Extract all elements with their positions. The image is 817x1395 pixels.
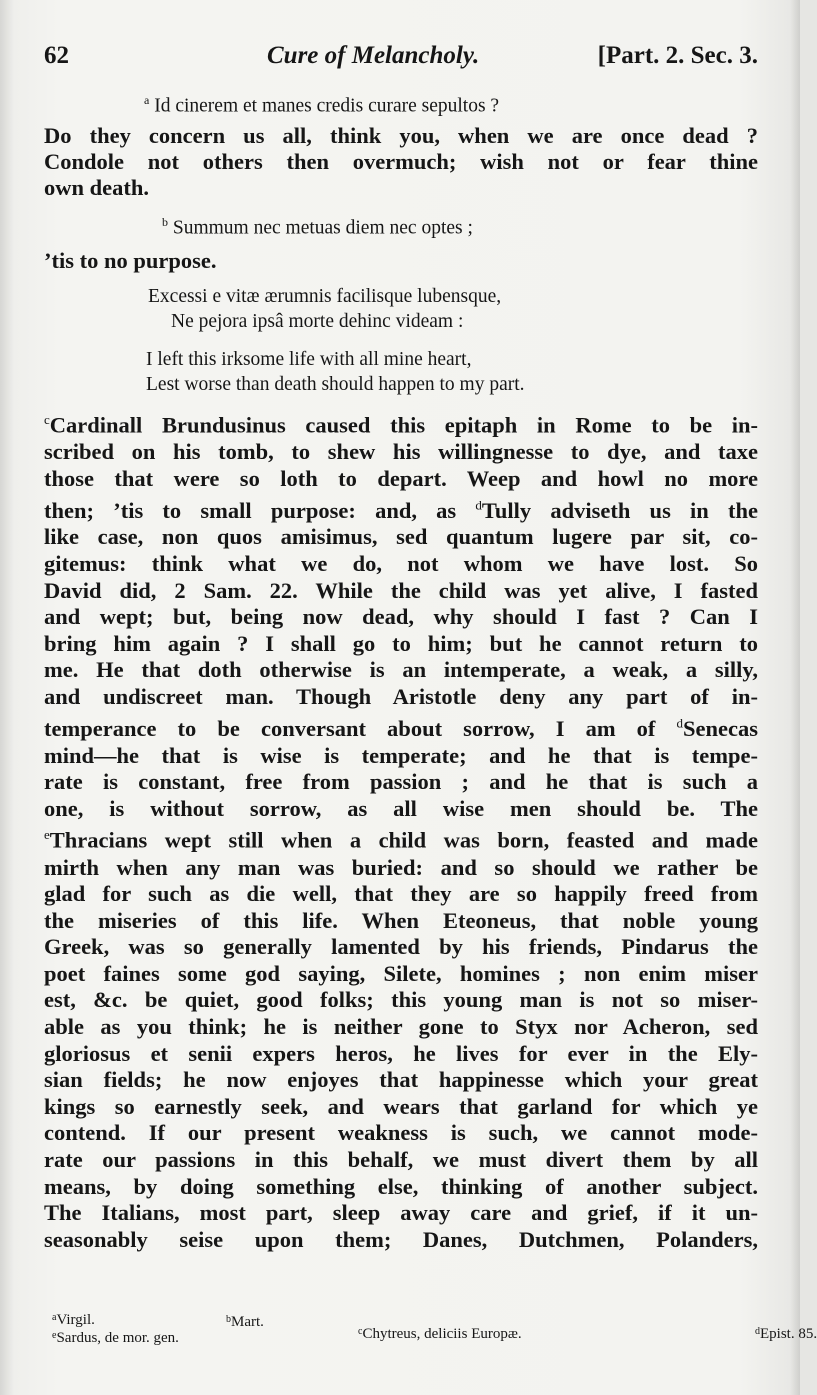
english-verse — [146, 347, 758, 397]
verse-quote-1 — [144, 88, 758, 119]
main-line: like case, non quos amisimus, sed quantum lugere par sit, co- — [44, 524, 758, 550]
page-body — [44, 88, 758, 1253]
main-line: David did, 2 Sam. 22. While the child was yet alive, I fasted — [44, 577, 758, 603]
footnote-marker-b: b — [162, 214, 168, 229]
main-line: gloriosus et senii expers heros, he lives for ever in the Ely- — [44, 1040, 758, 1066]
main-line: means, by doing something else, thinking of another subject. — [44, 1173, 758, 1199]
main-line: The Italians, most part, sleep away care and grief, if it un- — [44, 1200, 758, 1226]
main-line: scribed on his tomb, to shew his willingnesse to dye, and taxe — [44, 439, 758, 465]
footnote-d: $^d$ Epist. 85. — [755, 1326, 817, 1342]
paragraph-1-line: own death. — [44, 174, 150, 200]
main-line: kings so earnestly seek, and wears that garland for which ye — [44, 1093, 758, 1119]
main-line: and wept; but, being now dead, why should I fast ? Can I — [44, 604, 758, 630]
footnote-a: $^a$ Virgil. — [52, 1312, 95, 1328]
paragraph-1 — [44, 123, 758, 201]
main-line: seasonably seise upon them; Danes, Dutchmen, Polanders, — [44, 1226, 758, 1252]
footnote-marker-d: d — [676, 715, 683, 731]
main-line: able as you think; he is neither gone to Styx nor Acheron, sed — [44, 1014, 758, 1040]
latin-verse-line: Ne pejora ipsâ morte dehinc videam : — [171, 311, 464, 332]
main-line: sian fields; he now enjoyes that happinesse which your great — [44, 1067, 758, 1093]
main-line: gitemus: think what we do, not whom we have lost. So — [44, 550, 758, 576]
footnote-c: $^c$ Chytreus, deliciis Europæ. — [358, 1326, 522, 1342]
latin-verse-line: Excessi e vitæ ærumnis facilisque lubensque, — [148, 286, 502, 307]
main-line: then; ’tis to small purpose: and, as $^d$Tully adviseth us in the — [44, 497, 759, 523]
verse-quote-2-text: Summum nec metuas diem nec optes ; — [172, 217, 473, 238]
main-line: the miseries of this life. When Eteoneus, that noble young — [44, 907, 758, 933]
running-title: Cure of Melancholy. — [267, 42, 480, 69]
main-line: est, &c. be quiet, good folks; this young man is not so miser- — [44, 987, 758, 1013]
main-line: rate is constant, free from passion ; and he that is such a — [44, 769, 758, 795]
english-verse-line: I left this irksome life with all mine heart, — [146, 349, 472, 370]
main-line: $^c$Cardinall Brundusinus caused this epitaph in Rome to be in- — [44, 412, 758, 438]
footnote-marker-d: d — [475, 497, 482, 513]
main-line: rate our passions in this behalf, we must divert them by all — [44, 1147, 758, 1173]
main-line: contend. If our present weakness is such, we cannot mode- — [44, 1120, 758, 1146]
running-header — [44, 38, 758, 72]
main-line: me. He that doth otherwise is an intemperate, a weak, a silly, — [44, 657, 758, 683]
footnote-b: $^b$ Mart. — [226, 1314, 264, 1330]
main-line: bring him again ? I shall go to him; but he cannot return to — [44, 630, 758, 656]
paragraph-1-line: Do they concern us all, think you, when we are once dead ? — [44, 122, 758, 148]
section-reference: [Part. 2. Sec. 3. — [597, 42, 758, 69]
paragraph-1-line: Condole not others then overmuch; wish not or fear thine — [44, 148, 758, 174]
verse-quote-1-text: Id cinerem et manes credis curare sepultos ? — [154, 95, 500, 117]
english-verse-line: Lest worse than death should happen to my part. — [146, 374, 525, 395]
footnote-marker-a: a — [144, 93, 150, 107]
main-paragraph — [44, 407, 758, 1253]
verse-quote-2 — [162, 210, 758, 241]
main-line: one, is without sorrow, as all wise men should be. The — [44, 795, 758, 821]
footnotes — [52, 1312, 817, 1358]
main-line: $^e$Thracians wept still when a child was born, feasted and made — [44, 827, 758, 853]
main-line: poet faines some god saying, Silete, homines ; non enim miser — [44, 960, 758, 986]
footnote-e: $^e$ Sardus, de mor. gen. — [52, 1330, 179, 1346]
latin-verse — [148, 284, 758, 334]
main-line: Greek, was so generally lamented by his friends, Pindarus the — [44, 934, 758, 960]
main-line: mind—he that is wise is temperate; and he that is tempe- — [44, 742, 758, 768]
main-line: those that were so loth to depart. Weep and howl no more — [44, 465, 758, 491]
footnote-marker-e: e — [44, 827, 50, 843]
footnote-marker-c: c — [44, 412, 50, 427]
paragraph-2: ’tis to no purpose. — [44, 248, 217, 273]
main-line: temperance to be conversant about sorrow, I am of $^d$Senecas — [44, 715, 758, 742]
main-line: mirth when any man was buried: and so should we rather be — [44, 854, 758, 880]
main-line: glad for such as die well, that they are so happily freed from — [44, 881, 758, 907]
page-number: 62 — [44, 42, 69, 69]
main-line: and undiscreet man. Though Aristotle deny any part of in- — [44, 683, 758, 709]
